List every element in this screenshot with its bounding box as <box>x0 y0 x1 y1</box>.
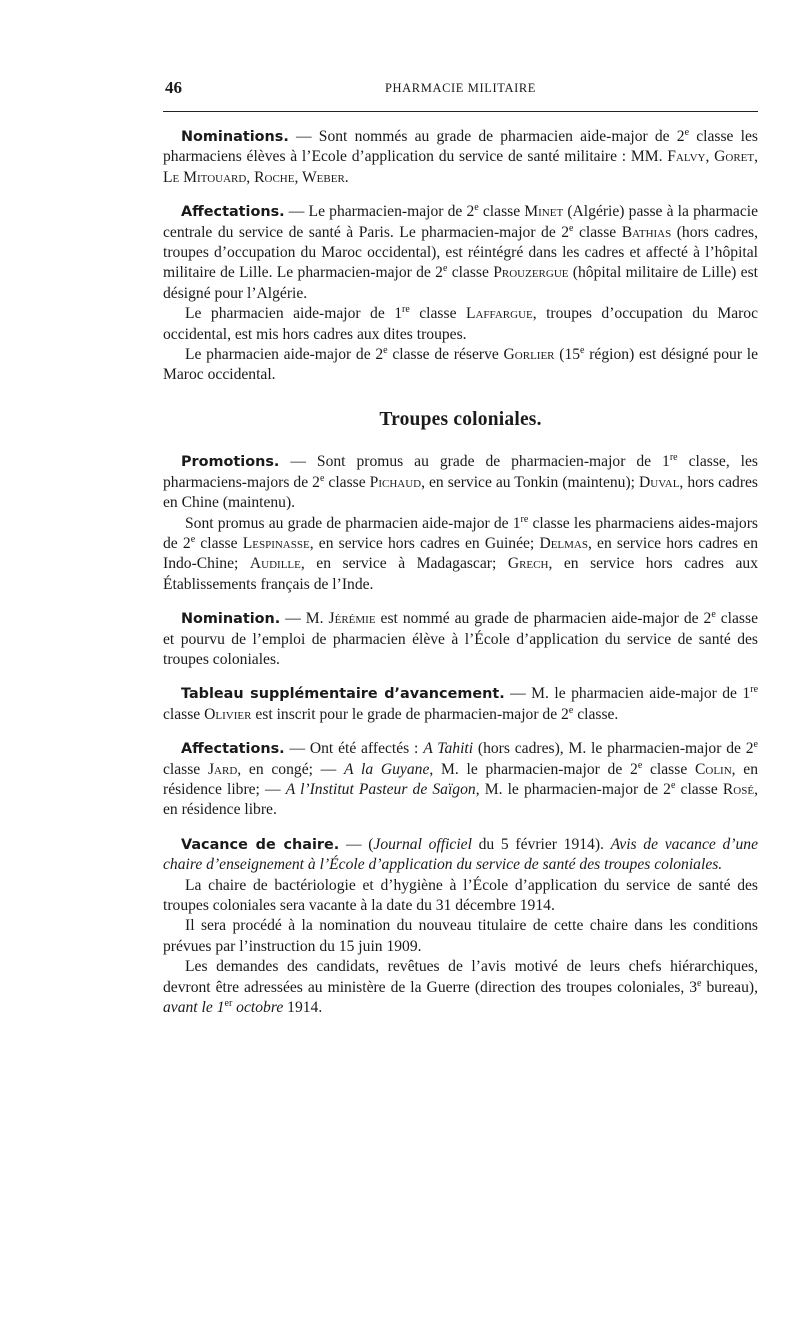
page-body <box>163 127 758 1018</box>
paragraph-vacance-details: La chaire de bactériologie et d’hygiène à l’École d’application du service de santé des troupes coloniales sera vacante à la date du 31 décembre 1914. <box>163 876 758 914</box>
place-name: A Tahiti <box>423 740 474 758</box>
person-name: Jérémie <box>328 610 376 628</box>
running-title: PHARMACIE MILITAIRE <box>384 81 537 95</box>
section-lead: Nominations. <box>181 129 289 145</box>
person-names: Falvy, Goret, Le Mitouard, Roche, Weber. <box>163 148 758 186</box>
paragraph-vacance-de-chaire: Vacance de chaire. — (Journal officiel du 5 février 1914). Avis de vacance d’une chaire d’enseignement à l’École d’application du service de santé des troupes coloniales. <box>163 835 758 874</box>
journal-title: Journal officiel <box>373 835 472 853</box>
person-name: Duval <box>639 473 680 491</box>
section-lead: Promotions. <box>181 454 280 471</box>
person-name: Lespinasse <box>242 534 310 552</box>
paragraph-nominations: Nominations. — Sont nommés au grade de pharmacien aide-major de 2e classe les pharmaciens élèves à l’Ecole d’application du service de santé militaire : MM. Falvy, Goret, Le Mitouard, Roche, Weber. <box>163 126 758 186</box>
person-name: Delmas <box>539 534 588 552</box>
place-name: A la Guyane <box>344 760 430 778</box>
paragraph-vacance-nomination: Il sera procédé à la nomination du nouveau titulaire de cette chaire dans les conditions prévues par l’instruction du 15 juin 1909. <box>163 917 758 955</box>
paragraph-promotions-aide-major: Sont promus au grade de pharmacien aide-major de 1re classe les pharmaciens aides-majors de 2e classe Lespinasse, en service hors cadres en Guinée; Delmas, en service hors cadres en Indo-Chine; Audille, en service à Madagascar; Grech, en service hors cadres aux Établissements français de l’Inde. <box>163 513 758 593</box>
paragraph-nomination: Nomination. — M. Jérémie est nommé au grade de pharmacien aide-major de 2e classe et pourvu de l’emploi de pharmacien élève à l’École d’application du service de santé des troupes coloniales. <box>163 608 758 668</box>
section-lead: Affectations. <box>181 741 285 758</box>
person-name: Bathias <box>621 223 672 241</box>
section-lead: Vacance de chaire. <box>181 836 340 853</box>
person-name: Laffargue <box>465 305 533 323</box>
person-name: Audille <box>249 555 301 573</box>
paragraph-affectations-coloniales: Affectations. — Ont été affectés : A Tahiti (hors cadres), M. le pharmacien-major de 2e classe Jard, en congé; — A la Guyane, M. le pharmacien-major de 2e classe Colin, en résidence libre; — A l’Institut Pasteur de Saïgon, M. le pharmacien-major de 2e classe Rosé, en résidence libre. <box>163 738 759 819</box>
person-name: Pichaud <box>369 473 422 491</box>
person-name: Jard <box>207 760 238 778</box>
person-name: Rosé <box>722 780 755 798</box>
paragraph-vacance-demandes: Les demandes des candidats, revêtues de l’avis motivé de leurs chefs hiérarchiques, devront être adressées au ministère de la Guerre (direction des troupes coloniales, 3e bureau), avant le 1er octobre 1914. <box>163 958 758 1017</box>
person-name: Gorlier <box>503 346 555 364</box>
section-title-troupes-coloniales: Troupes coloniales. <box>379 408 542 430</box>
person-name: Prouzergue <box>493 264 569 282</box>
paragraph-gorlier: Le pharmacien aide-major de 2e classe de réserve Gorlier (15e région) est désigné pour le Maroc occidental. <box>163 344 758 384</box>
notice-title: Avis de vacance d’une chaire d’enseignement à l’École d’application du service de santé des troupes coloniales. <box>163 835 758 874</box>
place-name: A l’Institut Pasteur de Saïgon <box>285 780 476 798</box>
person-name: Colin <box>694 760 732 778</box>
person-name: Olivier <box>204 705 252 723</box>
section-lead: Tableau supplémentaire d’avancement. <box>181 686 505 703</box>
header-rule <box>163 111 758 112</box>
section-lead: Nomination. <box>181 611 281 628</box>
deadline-date: octobre <box>232 999 284 1017</box>
deadline-date: avant le 1 <box>163 999 225 1017</box>
paragraph-laffargue: Le pharmacien aide-major de 1re classe Laffargue, troupes d’occupation du Maroc occidental, est mis hors cadres aux dites troupes. <box>163 304 759 343</box>
section-lead: Affectations. <box>181 204 285 221</box>
person-name: Minet <box>524 203 564 221</box>
person-name: Grech <box>507 555 549 573</box>
page-number: 46 <box>165 78 182 97</box>
page-header <box>163 78 758 102</box>
paragraph-affectations: Affectations. — Le pharmacien-major de 2e classe Minet (Algérie) passe à la pharmacie centrale du service de santé à Paris. Le pharmacien-major de 2e classe Bathias (hors cadres, troupes d’occupation du Maroc occidental), est réintégré dans les cadres et affecté à l’hôpital militaire de Lille. Le pharmacien-major de 2e classe Prouzergue (hôpital militaire de Lille) est désigné pour l’Algérie. <box>163 202 759 302</box>
paragraph-tableau-avancement: Tableau supplémentaire d’avancement. — M. le pharmacien aide-major de 1re classe Olivier est inscrit pour le grade de pharmacien-major de 2e classe. <box>163 684 759 723</box>
paragraph-promotions: Promotions. — Sont promus au grade de pharmacien-major de 1re classe, les pharmaciens-majors de 2e classe Pichaud, en service au Tonkin (maintenu); Duval, hors cadres en Chine (maintenu). <box>163 452 758 512</box>
